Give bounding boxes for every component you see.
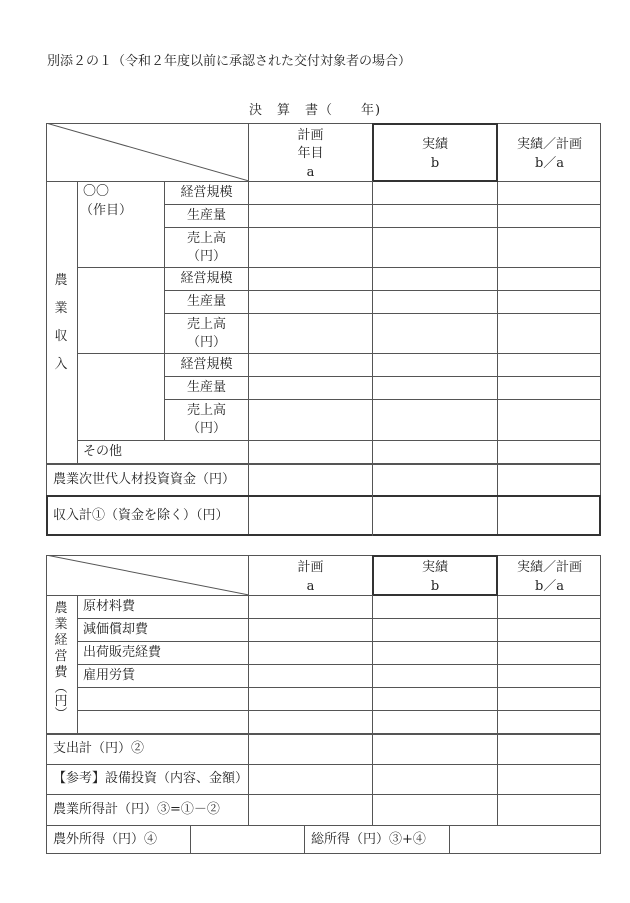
- item-sales-unit: （円）: [186, 335, 226, 350]
- expense-item: 出荷販売経費: [83, 645, 162, 660]
- item-scale: 経営規模: [180, 185, 233, 200]
- side-label-char: 営: [54, 649, 68, 664]
- col-actual-letter: b: [430, 156, 440, 171]
- side-label-char: 農: [54, 273, 68, 288]
- side-label-char: 入: [54, 357, 68, 372]
- col-actual: 実績: [421, 560, 448, 575]
- side-label-char: ︵: [54, 681, 68, 696]
- fund-label: 農業次世代人材投資資金（円）: [53, 472, 236, 487]
- col-plan-letter: a: [306, 579, 315, 594]
- other-label: その他: [83, 444, 123, 459]
- capex-reference-label: 【参考】設備投資（内容、金額）: [53, 771, 249, 786]
- expense-item: 雇用労賃: [83, 668, 136, 683]
- form-title: 決 算 書（ 年): [248, 103, 382, 118]
- item-sales: 売上高: [186, 403, 226, 418]
- col-actual: 実績: [421, 137, 448, 152]
- expense-total-label: 支出計（円）②: [53, 741, 145, 756]
- col-plan-letter: a: [306, 165, 315, 180]
- col-ratio: 実績／計画: [516, 560, 582, 575]
- item-scale: 経営規模: [180, 357, 233, 372]
- side-label-char: 経: [54, 633, 68, 648]
- item-qty: 生産量: [186, 294, 226, 309]
- side-label-char: ︶: [54, 707, 68, 722]
- item-scale: 経営規模: [180, 271, 233, 286]
- item-sales-unit: （円）: [186, 421, 226, 436]
- col-plan: 計画: [297, 560, 324, 575]
- col-ratio: 実績／計画: [516, 137, 582, 152]
- col-ratio-letter: b／a: [534, 156, 565, 171]
- side-label-char: 円: [54, 694, 68, 709]
- nonfarm-income-label: 農外所得（円）④: [53, 832, 158, 847]
- item-qty: 生産量: [186, 380, 226, 395]
- side-label-char: 業: [54, 301, 68, 316]
- farm-income-label: 農業所得計（円）③=①－②: [53, 802, 220, 817]
- side-label-char: 業: [54, 617, 68, 632]
- expense-item: 原材料費: [83, 599, 136, 614]
- item-sales-unit: （円）: [186, 249, 226, 264]
- side-label-char: 費: [54, 665, 68, 680]
- item-sales: 売上高: [186, 231, 226, 246]
- item-sales: 売上高: [186, 317, 226, 332]
- side-label-char: 収: [54, 329, 68, 344]
- col-ratio-letter: b／a: [534, 579, 565, 594]
- crop-sub: （作目）: [80, 203, 133, 218]
- expense-item: 減価償却費: [83, 622, 149, 637]
- side-label-char: 農: [54, 601, 68, 616]
- income-total-label: 収入計①（資金を除く）（円）: [53, 508, 229, 523]
- col-plan: 計画: [297, 128, 324, 143]
- crop-name: 〇〇: [83, 184, 110, 199]
- form-header: 別添２の１（令和２年度以前に承認された交付対象者の場合）: [47, 54, 412, 69]
- col-plan-year: 年目: [297, 146, 324, 161]
- total-income-label: 総所得（円）③+④: [311, 832, 426, 847]
- header-diagonal: [46, 123, 249, 181]
- item-qty: 生産量: [186, 208, 226, 223]
- header-diagonal: [46, 555, 249, 595]
- col-actual-letter: b: [430, 579, 440, 594]
